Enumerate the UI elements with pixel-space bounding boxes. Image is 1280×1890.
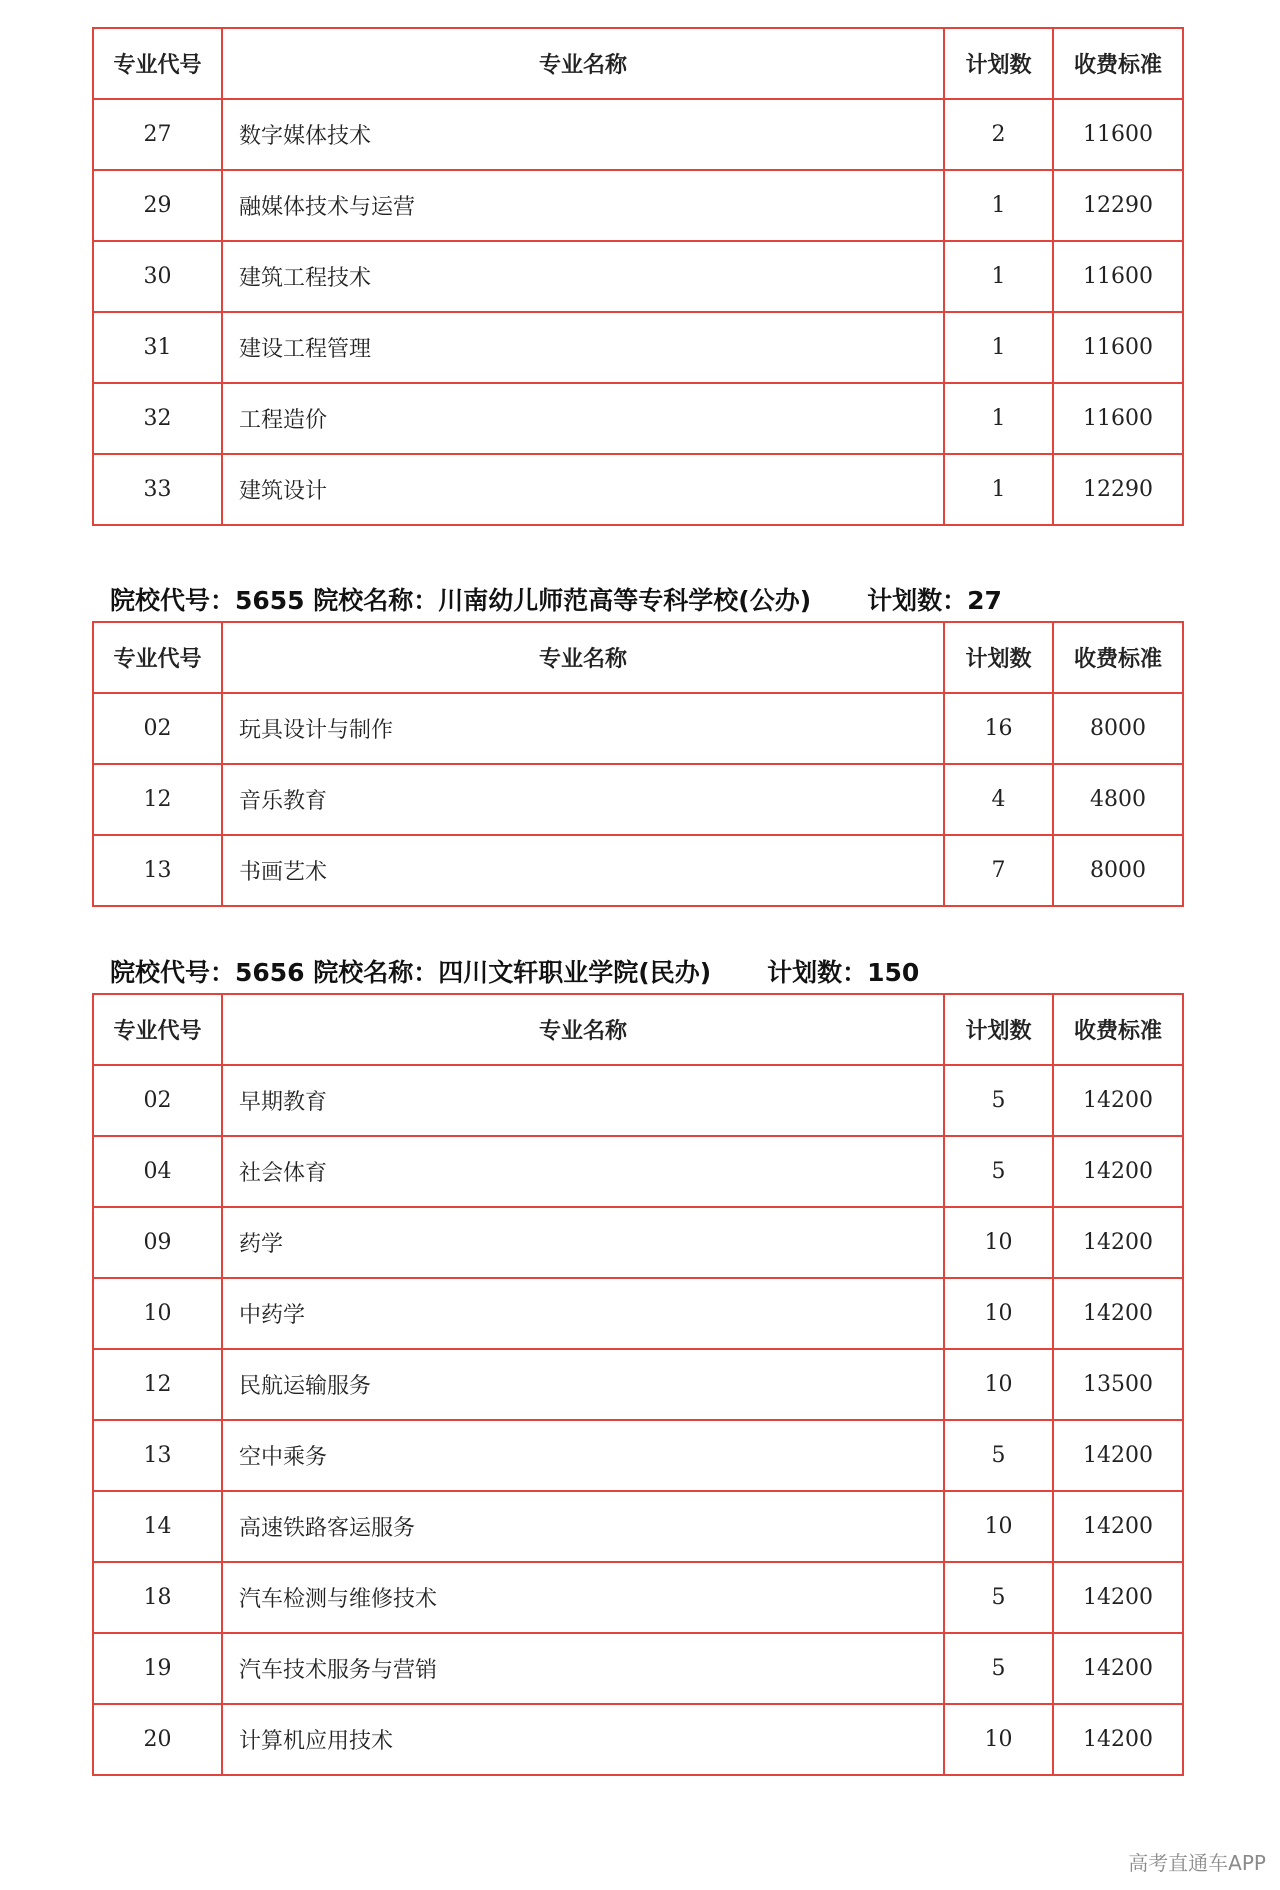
major-name: 民航运输服务 <box>222 1349 944 1420</box>
school-code-name: 院校代号：5656 院校名称：四川文轩职业学院(民办) <box>110 958 712 987</box>
major-code: 12 <box>93 764 222 835</box>
major-name: 建筑工程技术 <box>222 241 944 312</box>
table-row <box>93 1420 1183 1491</box>
major-code: 18 <box>93 1562 222 1633</box>
table-row <box>93 170 1183 241</box>
major-name: 汽车检测与维修技术 <box>222 1562 944 1633</box>
major-name: 药学 <box>222 1207 944 1278</box>
plan-count: 1 <box>944 454 1053 525</box>
school-plan-total: 计划数：150 <box>767 958 920 987</box>
fee: 14200 <box>1053 1420 1183 1491</box>
plan-count: 5 <box>944 1065 1053 1136</box>
plan-count: 1 <box>944 383 1053 454</box>
major-name: 空中乘务 <box>222 1420 944 1491</box>
plan-count: 5 <box>944 1562 1053 1633</box>
table-row <box>93 1278 1183 1349</box>
table-row <box>93 693 1183 764</box>
fee: 8000 <box>1053 693 1183 764</box>
plan-count: 10 <box>944 1278 1053 1349</box>
plan-count: 10 <box>944 1491 1053 1562</box>
major-code: 30 <box>93 241 222 312</box>
major-code: 02 <box>93 1065 222 1136</box>
table-row <box>93 1491 1183 1562</box>
major-code: 19 <box>93 1633 222 1704</box>
table-row <box>93 1562 1183 1633</box>
major-name: 汽车技术服务与营销 <box>222 1633 944 1704</box>
header-name: 专业名称 <box>222 622 944 693</box>
major-name: 计算机应用技术 <box>222 1704 944 1775</box>
major-table <box>92 27 1184 526</box>
table-row <box>93 1704 1183 1775</box>
major-name: 社会体育 <box>222 1136 944 1207</box>
fee: 14200 <box>1053 1633 1183 1704</box>
table-row <box>93 383 1183 454</box>
header-fee: 收费标准 <box>1053 28 1183 99</box>
major-name: 书画艺术 <box>222 835 944 906</box>
major-code: 27 <box>93 99 222 170</box>
major-code: 09 <box>93 1207 222 1278</box>
school-info-line <box>110 581 1002 621</box>
major-name: 音乐教育 <box>222 764 944 835</box>
plan-count: 1 <box>944 241 1053 312</box>
header-plan: 计划数 <box>944 994 1053 1065</box>
fee: 4800 <box>1053 764 1183 835</box>
major-name: 工程造价 <box>222 383 944 454</box>
fee: 8000 <box>1053 835 1183 906</box>
table-row <box>93 1349 1183 1420</box>
table-row <box>93 835 1183 906</box>
plan-count: 1 <box>944 312 1053 383</box>
fee: 13500 <box>1053 1349 1183 1420</box>
major-code: 33 <box>93 454 222 525</box>
plan-count: 5 <box>944 1633 1053 1704</box>
plan-count: 2 <box>944 99 1053 170</box>
major-name: 融媒体技术与运营 <box>222 170 944 241</box>
table-row <box>93 312 1183 383</box>
app-watermark: 高考直通车APP <box>1128 1851 1266 1875</box>
major-code: 13 <box>93 1420 222 1491</box>
header-code: 专业代号 <box>93 28 222 99</box>
major-code: 32 <box>93 383 222 454</box>
plan-count: 10 <box>944 1349 1053 1420</box>
plan-count: 5 <box>944 1420 1053 1491</box>
table-header-row <box>93 994 1183 1065</box>
major-table <box>92 993 1184 1776</box>
header-fee: 收费标准 <box>1053 994 1183 1065</box>
fee: 12290 <box>1053 170 1183 241</box>
major-table <box>92 621 1184 907</box>
fee: 14200 <box>1053 1491 1183 1562</box>
fee: 14200 <box>1053 1207 1183 1278</box>
plan-count: 16 <box>944 693 1053 764</box>
fee: 11600 <box>1053 312 1183 383</box>
plan-count: 10 <box>944 1704 1053 1775</box>
major-name: 高速铁路客运服务 <box>222 1491 944 1562</box>
school-code-name: 院校代号：5655 院校名称：川南幼儿师范高等专科学校(公办) <box>110 586 812 615</box>
plan-count: 1 <box>944 170 1053 241</box>
plan-count: 4 <box>944 764 1053 835</box>
header-name: 专业名称 <box>222 28 944 99</box>
major-code: 10 <box>93 1278 222 1349</box>
header-plan: 计划数 <box>944 622 1053 693</box>
major-code: 31 <box>93 312 222 383</box>
table-row <box>93 1065 1183 1136</box>
header-name: 专业名称 <box>222 994 944 1065</box>
fee: 14200 <box>1053 1278 1183 1349</box>
major-name: 数字媒体技术 <box>222 99 944 170</box>
school-info-line <box>110 953 919 993</box>
fee: 11600 <box>1053 383 1183 454</box>
header-code: 专业代号 <box>93 994 222 1065</box>
fee: 14200 <box>1053 1136 1183 1207</box>
header-plan: 计划数 <box>944 28 1053 99</box>
table-row <box>93 241 1183 312</box>
major-code: 04 <box>93 1136 222 1207</box>
major-name: 玩具设计与制作 <box>222 693 944 764</box>
header-fee: 收费标准 <box>1053 622 1183 693</box>
fee: 14200 <box>1053 1562 1183 1633</box>
major-name: 建设工程管理 <box>222 312 944 383</box>
plan-count: 5 <box>944 1136 1053 1207</box>
fee: 12290 <box>1053 454 1183 525</box>
major-name: 中药学 <box>222 1278 944 1349</box>
major-code: 14 <box>93 1491 222 1562</box>
table-header-row <box>93 622 1183 693</box>
table-row <box>93 454 1183 525</box>
fee: 11600 <box>1053 241 1183 312</box>
major-name: 早期教育 <box>222 1065 944 1136</box>
table-row <box>93 764 1183 835</box>
plan-count: 7 <box>944 835 1053 906</box>
school-plan-total: 计划数：27 <box>867 586 1002 615</box>
fee: 14200 <box>1053 1704 1183 1775</box>
major-code: 02 <box>93 693 222 764</box>
major-code: 12 <box>93 1349 222 1420</box>
major-code: 13 <box>93 835 222 906</box>
plan-count: 10 <box>944 1207 1053 1278</box>
header-code: 专业代号 <box>93 622 222 693</box>
table-header-row <box>93 28 1183 99</box>
major-name: 建筑设计 <box>222 454 944 525</box>
major-code: 29 <box>93 170 222 241</box>
table-row <box>93 1633 1183 1704</box>
major-code: 20 <box>93 1704 222 1775</box>
table-row <box>93 99 1183 170</box>
table-row <box>93 1136 1183 1207</box>
table-row <box>93 1207 1183 1278</box>
fee: 11600 <box>1053 99 1183 170</box>
fee: 14200 <box>1053 1065 1183 1136</box>
